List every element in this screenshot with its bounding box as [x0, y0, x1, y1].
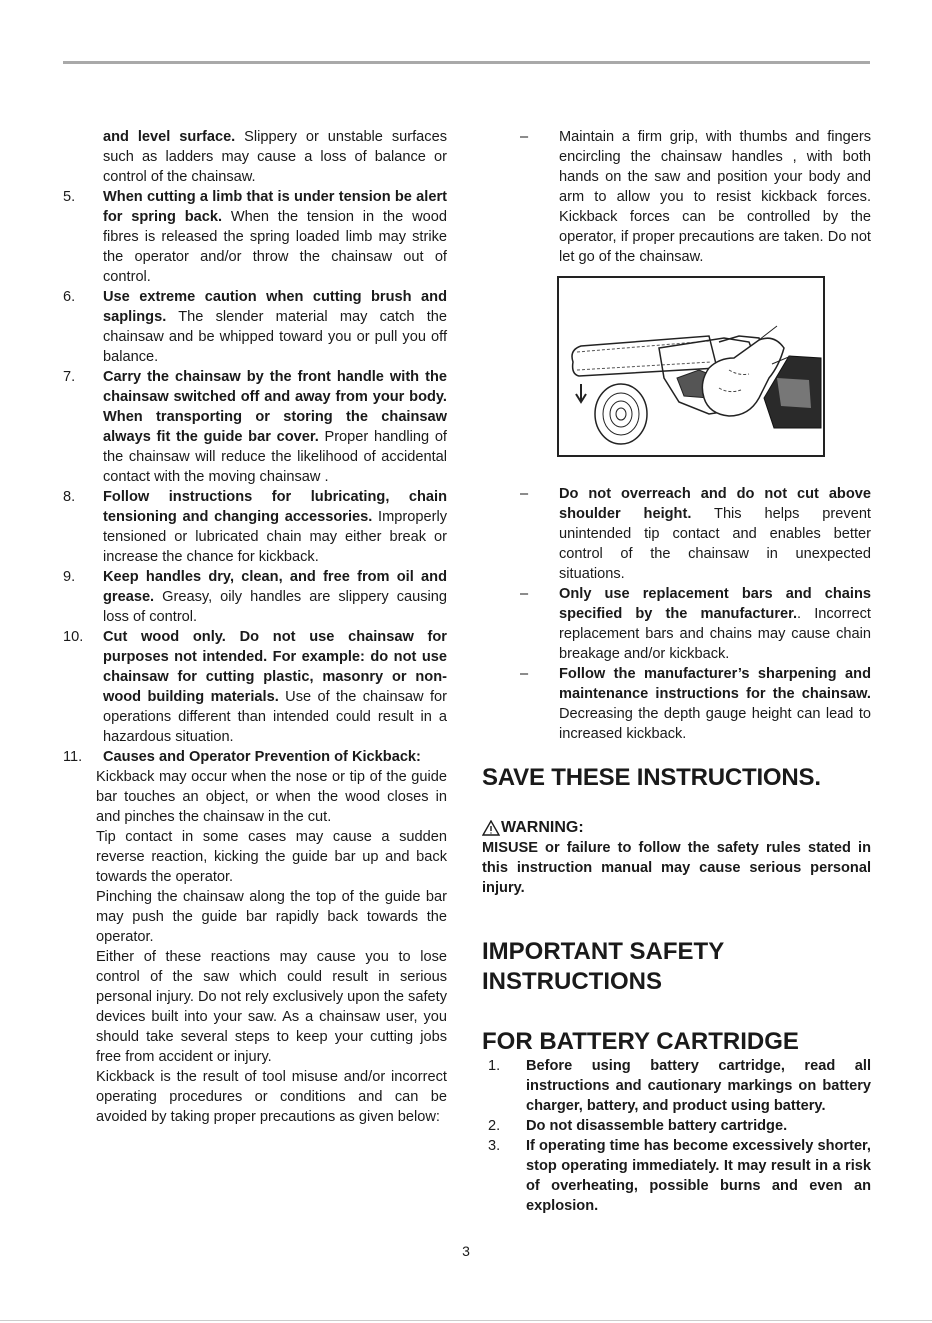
grip-text: Maintain a firm grip, with thumbs and fingers encircling the chainsaw handles , with both hands on the saw and position your body and arm to allow you to resist kickback forces. Kickback forces can be controlled by the operator, if proper precautions are taken. Do not let go of the chainsaw.: [559, 129, 871, 265]
item-text: Use of the chainsaw for operations different than intended could result in a hazardous situation.: [103, 689, 447, 745]
item-bold: Keep handles dry, clean, and free from oil and grease.: [103, 569, 447, 605]
dash-bullet: –: [520, 129, 529, 145]
dash-bold: Do not overreach and do not cut above shoulder height.: [559, 486, 871, 522]
kickback-item: [63, 747, 447, 767]
kickback-paragraph: Either of these reactions may cause you to lose control of the saw which could result in serious personal injury. Do not rely exclusively upon the safety devices built into your saw. As a chainsaw user, you should take several steps to keep your cutting jobs free from accident or injury.: [96, 949, 447, 1065]
battery-item-text: Do not disassemble battery cartridge.: [526, 1118, 788, 1134]
list-item: [63, 627, 447, 747]
intro-paragraph: [63, 127, 447, 187]
important-heading-2: INSTRUCTIONS: [482, 968, 662, 995]
intro-bold: and level surface.: [103, 129, 236, 145]
battery-item-number: 2.: [488, 1118, 501, 1134]
item-number: 6.: [63, 289, 76, 305]
warning-label: WARNING:: [501, 819, 584, 836]
dash-text: . Incorrect replacement bars and chains may cause chain breakage and/or kickback.: [559, 606, 871, 662]
dash-text: This helps prevent unintended tip contact and enables better control of the chainsaw in unexpected situations.: [559, 506, 871, 582]
item-bold: Cut wood only. Do not use chainsaw for purposes not intended. For example: do not use chainsaw for cutting plastic, masonry or non-wood building materials.: [103, 629, 447, 705]
save-instructions-heading: SAVE THESE INSTRUCTIONS.: [482, 764, 821, 791]
battery-item-number: 3.: [488, 1138, 501, 1154]
item-text: When the tension in the wood fibres is released the spring loaded limb may strike the operator and/or throw the chainsaw out of control.: [103, 209, 447, 285]
item-text: Greasy, oily handles are slippery causing loss of control.: [103, 589, 447, 625]
item-bold: Use extreme caution when cutting brush and saplings.: [103, 289, 447, 325]
right-column: [482, 127, 871, 1216]
dash-bullet: –: [520, 666, 529, 682]
item-number: 8.: [63, 489, 76, 505]
warning-heading: [482, 818, 871, 838]
dash-bullet: –: [520, 486, 529, 502]
item-number: 10.: [63, 629, 84, 645]
kickback-paragraph: Kickback is the result of tool misuse and/or incorrect operating procedures or conditions and can be avoided by taking proper precautions as given below:: [96, 1069, 447, 1125]
battery-item-number: 1.: [488, 1058, 501, 1074]
dash-item: [482, 584, 871, 664]
header-rule: [63, 61, 870, 64]
list-item: [63, 287, 447, 367]
item-number: 5.: [63, 189, 76, 205]
grip-item: [482, 127, 871, 267]
footer-rule: [0, 1320, 932, 1321]
list-item: [63, 367, 447, 487]
dash-text: Decreasing the depth gauge height can lead to increased kickback.: [559, 706, 871, 742]
item-bold: When cutting a limb that is under tension be alert for spring back.: [103, 189, 447, 225]
chainsaw-drawing: [559, 278, 823, 455]
important-heading-1: IMPORTANT SAFETY: [482, 938, 725, 965]
list-item: [63, 487, 447, 567]
battery-list-item: [482, 1136, 871, 1216]
warning-triangle-icon: [482, 820, 500, 836]
battery-list-item: [482, 1116, 871, 1136]
item-text: Proper handling of the chainsaw will reduce the likelihood of accidental contact with the moving chainsaw .: [103, 429, 447, 485]
left-column: [63, 127, 447, 1127]
battery-heading: FOR BATTERY CARTRIDGE: [482, 1028, 799, 1055]
warning-text: MISUSE or failure to follow the safety rules stated in this instruction manual may cause serious personal injury.: [482, 840, 871, 896]
page-number: 3: [462, 1243, 470, 1259]
kickback-paragraph: Pinching the chainsaw along the top of the guide bar may push the guide bar rapidly back towards the operator.: [96, 889, 447, 945]
chainsaw-grip-illustration: [557, 276, 825, 457]
kickback-heading: Causes and Operator Prevention of Kickback:: [103, 749, 421, 765]
item-number: 9.: [63, 569, 76, 585]
item-number: 7.: [63, 369, 76, 385]
item-text: The slender material may catch the chainsaw and be whipped toward you or pull you off balance.: [103, 309, 447, 365]
item-number: 11.: [63, 749, 83, 765]
item-text: Improperly tensioned or lubricated chain may either break or increase the chance for kickback.: [103, 509, 447, 565]
battery-list-item: [482, 1056, 871, 1116]
dash-bullet: –: [520, 586, 529, 602]
dash-item: [482, 484, 871, 584]
kickback-body: [63, 767, 447, 1127]
dash-bold: Follow the manufacturer’s sharpening and maintenance instructions for the chainsaw.: [559, 666, 871, 702]
kickback-paragraph: Kickback may occur when the nose or tip of the guide bar touches an object, or when the wood closes in and pinches the chainsaw in the cut.: [96, 769, 447, 825]
battery-item-text: Before using battery cartridge, read all instructions and cautionary markings on battery charger, battery, and product using battery.: [526, 1058, 871, 1114]
battery-item-text: If operating time has become excessively shorter, stop operating immediately. It may result in a risk of overheating, possible burns and even an explosion.: [526, 1138, 871, 1214]
dash-item: [482, 664, 871, 744]
item-bold: Carry the chainsaw by the front handle with the chainsaw switched off and away from your body. When transporting or storing the chainsaw always fit the guide bar cover.: [103, 369, 447, 445]
dash-bold: Only use replacement bars and chains specified by the manufacturer.: [559, 586, 871, 622]
list-item: [63, 567, 447, 627]
intro-text: Slippery or unstable surfaces such as ladders may cause a loss of balance or control of the chainsaw.: [103, 129, 447, 185]
list-item: [63, 187, 447, 287]
item-bold: Follow instructions for lubricating, chain tensioning and changing accessories.: [103, 489, 447, 525]
kickback-paragraph: Tip contact in some cases may cause a sudden reverse reaction, kicking the guide bar up and back towards the operator.: [96, 829, 447, 885]
